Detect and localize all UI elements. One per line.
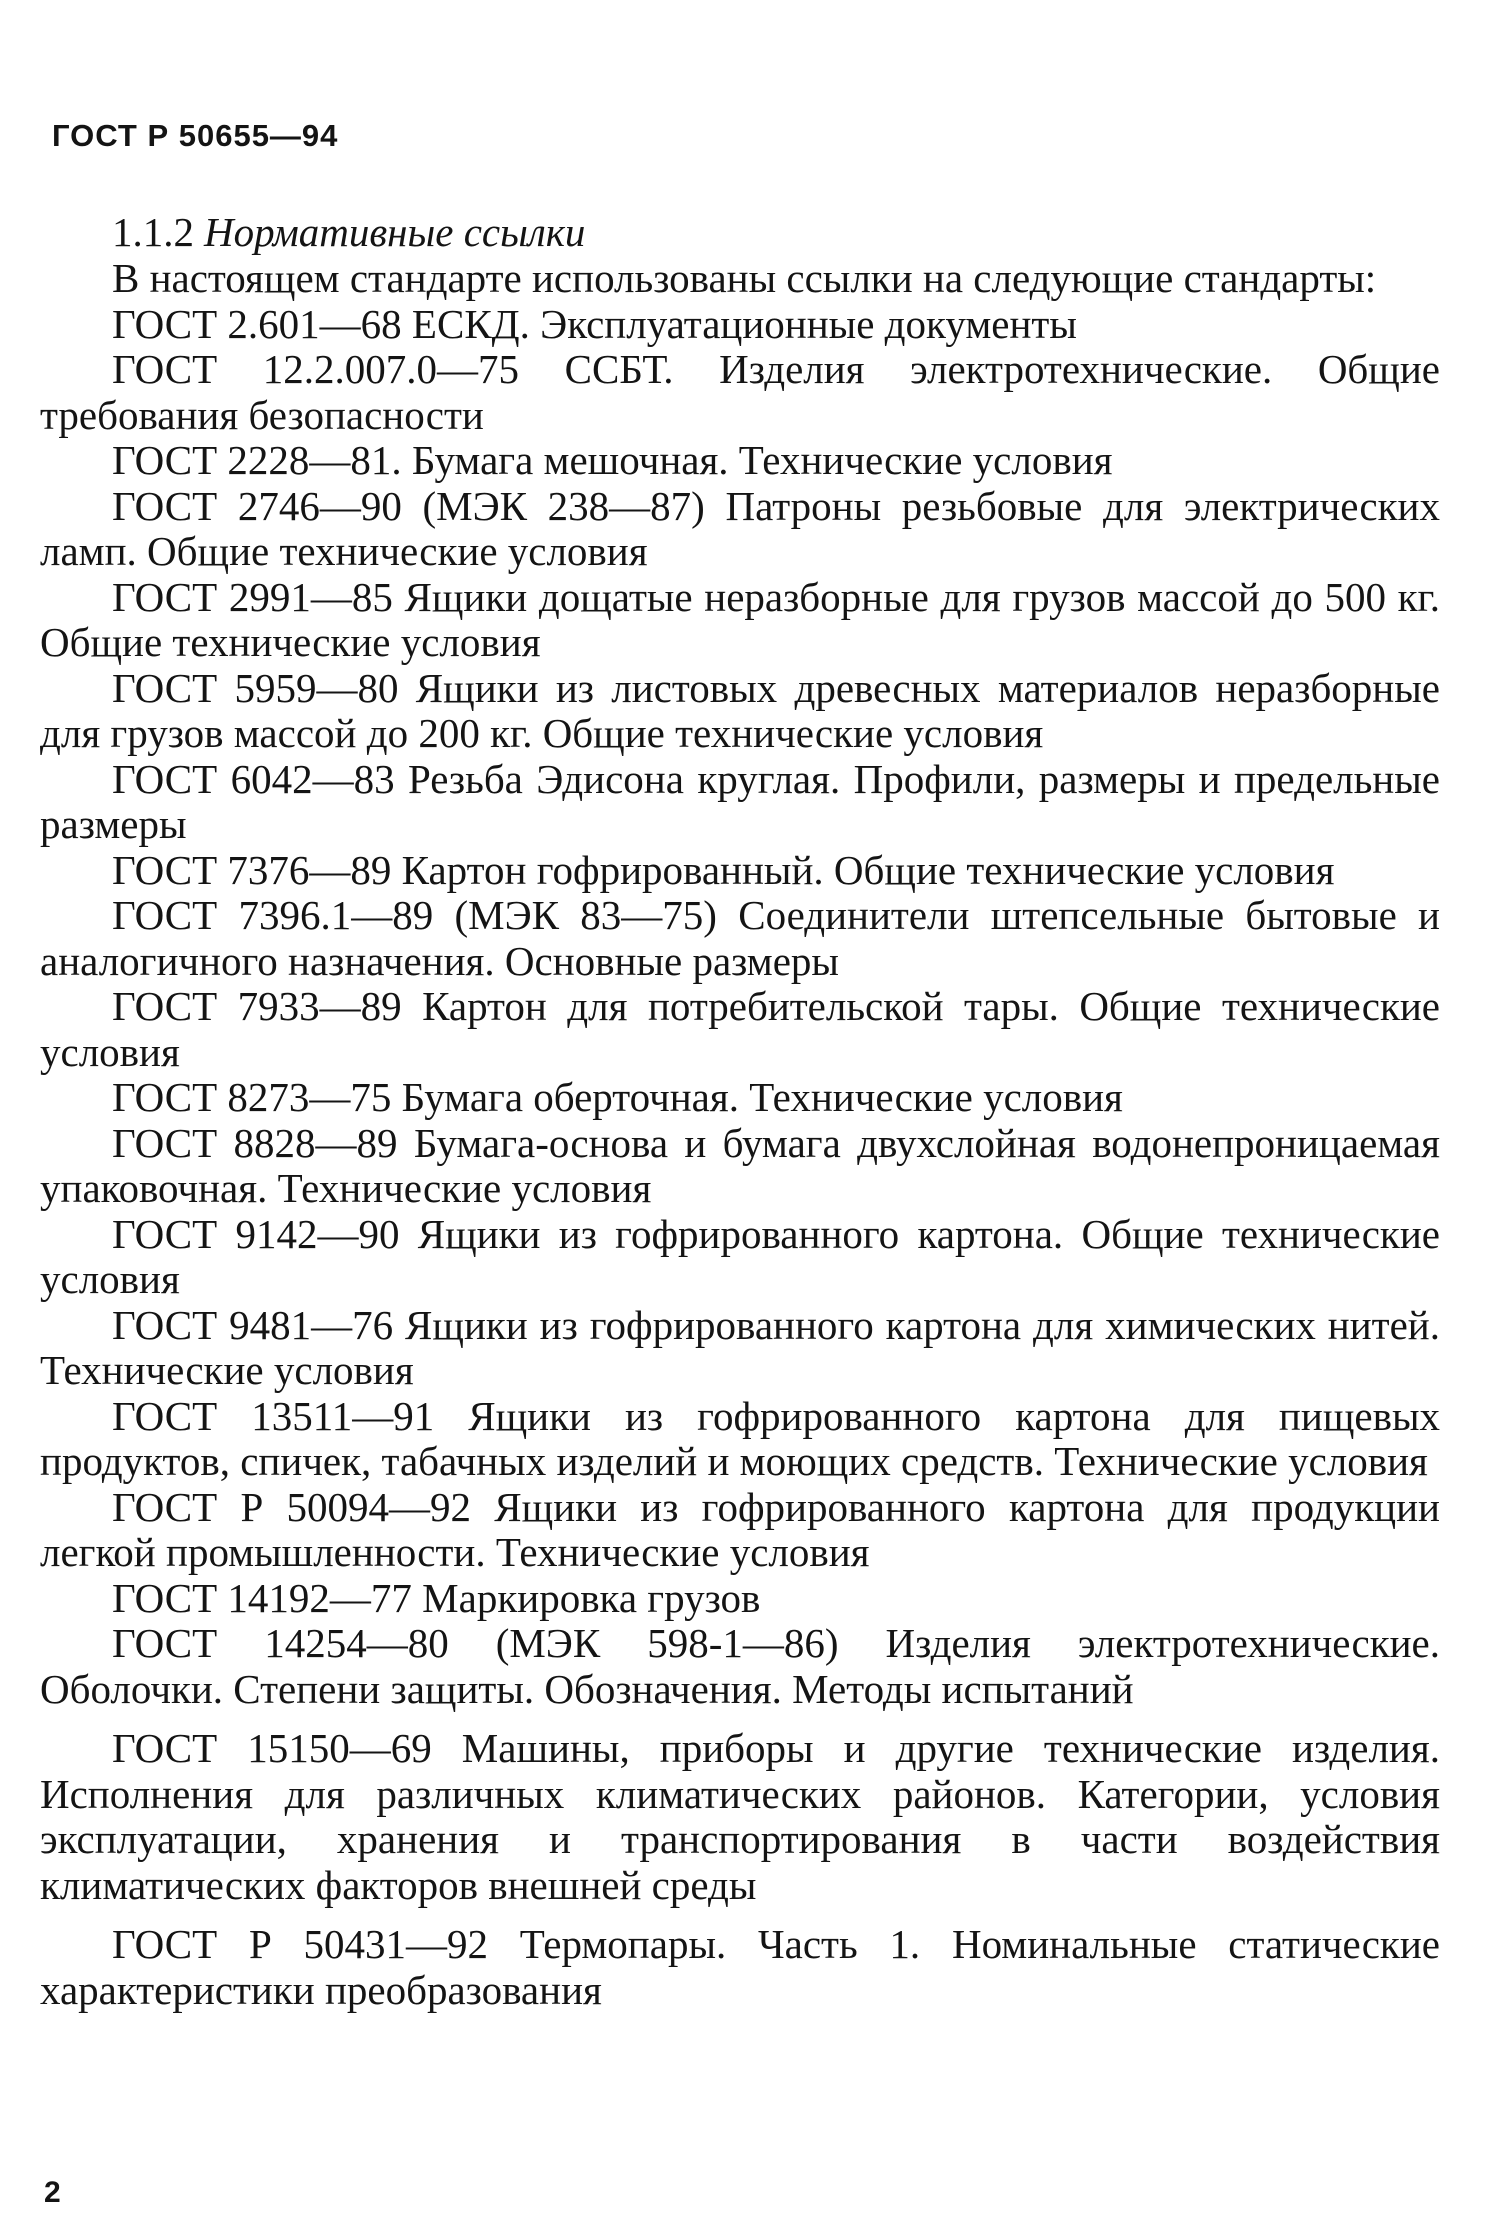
reference-item: ГОСТ 5959—80 Ящики из листовых древесных материалов неразборные для грузов массой до 200 кг. Общие технические условия — [40, 664, 1440, 756]
reference-item: ГОСТ 9481—76 Ящики из гофрированного картона для химических нитей. Технические условия — [40, 1301, 1440, 1393]
document-header: ГОСТ Р 50655—94 — [52, 118, 339, 153]
reference-item: ГОСТ 14254—80 (МЭК 598-1—86) Изделия электротехнические. Оболочки. Степени защиты. Обозначения. Методы испытаний — [40, 1620, 1440, 1712]
reference-item: ГОСТ 9142—90 Ящики из гофрированного картона. Общие технические условия — [40, 1210, 1440, 1302]
reference-item: ГОСТ Р 50431—92 Термопары. Часть 1. Номинальные статические характеристики преобразования — [40, 1921, 1440, 2013]
reference-item: ГОСТ 7933—89 Картон для потребительской тары. Общие технические условия — [40, 983, 1440, 1075]
reference-item: ГОСТ 2228—81. Бумага мешочная. Технические условия — [112, 437, 1113, 483]
reference-item: ГОСТ Р 50094—92 Ящики из гофрированного картона для продукции легкой промышленности. Технические условия — [40, 1483, 1440, 1575]
reference-item: ГОСТ 12.2.007.0—75 ССБТ. Изделия электротехнические. Общие требования безопасности — [40, 346, 1440, 438]
reference-item: ГОСТ 2746—90 (МЭК 238—87) Патроны резьбовые для электрических ламп. Общие технические условия — [40, 482, 1440, 574]
reference-item: ГОСТ 7376—89 Картон гофрированный. Общие технические условия — [112, 846, 1335, 893]
reference-item: ГОСТ 2991—85 Ящики дощатые неразборные для грузов массой до 500 кг. Общие технические условия — [40, 573, 1440, 665]
reference-item: ГОСТ 13511—91 Ящики из гофрированного картона для пищевых продуктов, спичек, табачных изделий и моющих средств. Технические условия — [40, 1392, 1440, 1484]
intro-paragraph: В настоящем стандарте использованы ссылки на следующие стандарты: — [112, 255, 1377, 301]
reference-item: ГОСТ 8273—75 Бумага оберточная. Технические условия — [112, 1074, 1123, 1120]
section-number: 1.1.2 — [112, 209, 194, 255]
reference-item: ГОСТ 6042—83 Резьба Эдисона круглая. Профили, размеры и предельные размеры — [40, 755, 1440, 847]
reference-item: ГОСТ 14192—77 Маркировка грузов — [112, 1574, 761, 1621]
reference-item: ГОСТ 2.601—68 ЕСКД. Эксплуатационные документы — [112, 300, 1077, 347]
document-body — [40, 256, 1440, 2013]
reference-item: ГОСТ 15150—69 Машины, приборы и другие технические изделия. Исполнения для различных климатических районов. Категории, условия эксплуатации, хранения и транспортирования в части воздействия климатических факторов внешней среды — [40, 1725, 1440, 1908]
section-title: Нормативные ссылки — [204, 209, 586, 255]
page-number: 2 — [44, 2176, 61, 2209]
section-heading — [112, 208, 585, 256]
reference-item: ГОСТ 8828—89 Бумага-основа и бумага двухслойная водонепроницаемая упаковочная. Технические условия — [40, 1119, 1440, 1211]
reference-item: ГОСТ 7396.1—89 (МЭК 83—75) Соединители штепсельные бытовые и аналогичного назначения. Основные размеры — [40, 892, 1440, 984]
